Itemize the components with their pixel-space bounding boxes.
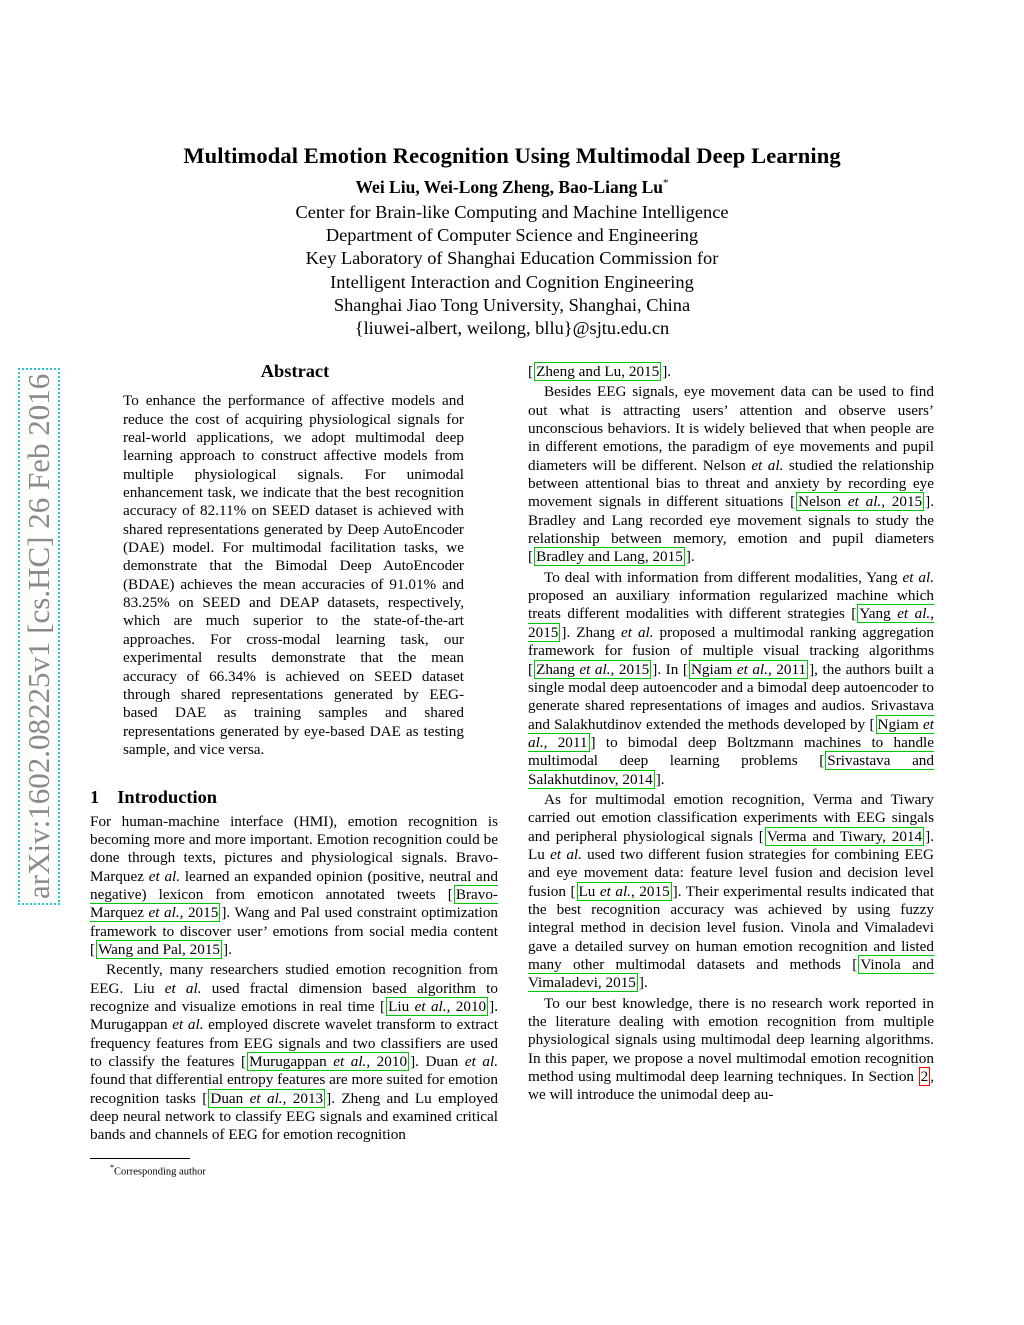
footnote-mark: * [110,1163,114,1172]
citation-link[interactable]: Yang et al., 2015 [528,605,935,641]
intro-paragraph-1: For human-machine interface (HMI), emotion recognition is becoming more and more important. Emotion recognition could be done through texts, pictures and physiological signals. Bravo-Marquez et al. learned an expanded opinion (positive, neutral and negative) lexicon from emoticon annotated tweets [ Bravo-Marquez et al., 2015 ]. Wang and Pal used constraint optimization framework to discover user’ emotions from social media content [ Wang and Pal, 2015 ]. [90,812,499,958]
citation-link[interactable]: Verma and Tiwary, 2014 [766,827,923,845]
abstract-heading: Abstract [260,361,330,381]
citation-link[interactable]: Duan et al., 2013 [210,1089,324,1107]
section-title: Introduction [117,787,218,808]
citation-link[interactable]: Nelson et al., 2015 [798,493,923,511]
arxiv-identifier-stamp[interactable]: arXiv:1602.08225v1 [cs.HC] 26 Feb 2016 [18,368,60,905]
footnote [90,1158,510,1178]
intro-paragraph-5: As for multimodal emotion recognition, Verma and Tiwary carried out emotion classification experiments with EEG singals and peripheral physiological signals [ Verma and Tiwary, 2014 ]. Lu et al. used two different fusion strategies for combining EEG and eye movement data: feature level fusion and decision level fusion [ Lu et al., 2015 ]. Their experimental results indicated that the best recognition accuracy was achieved by using fuzzy integral method in decision level fusion. Vinola and Vimaladevi gave a detailed survey on human emotion recognition and listed many other multimodal datasets and methods [ Vinola and Vimaladevi, 2015 ]. [528,790,934,992]
footnote-divider [90,1158,190,1159]
right-column [528,363,934,1105]
intro-paragraph-6: To our best knowledge, there is no research work reported in the literature dealing with emotion recognition from multiple physiological signals using multimodal deep learning algorithms. In this paper, we propose a novel multimodal emotion recognition method using multimodal deep learning techniques. In Section 2 , we will introduce the unimodal deep au- [528,994,934,1104]
abstract-text: To enhance the performance of affective models and reduce the cost of acquiring physiological signals for real-world applications, we adopt multimodal deep learning approach to construct affective models from multiple physiological signals. For unimodal enhancement task, we indicate that the best recognition accuracy of 82.11% on SEED dataset is achieved with shared representations generated by Deep AutoEncoder (DAE) model. For multimodal facilitation tasks, we demonstrate that the Bimodal Deep AutoEncoder (BDAE) achieves the mean accuracies of 91.01% and 83.25% on SEED and DEAP datasets, respectively, which are much superior to the state-of-the-art approaches. For cross-modal learning task, our experimental results demonstrate that the mean accuracy of 66.34% is achieved on SEED dataset through shared representations generated by EEG-based DAE as training samples and shared representations generated by eye-based DAE as testing sample, and vice versa. [123,392,464,758]
section-heading-introduction [90,788,498,806]
affiliation-line-4: Intelligent Interaction and Cognition Engineering [330,271,694,292]
citation-link[interactable]: Srivastava and Salakhutdinov, 2014 [528,752,934,788]
paper-title: Multimodal Emotion Recognition Using Multimodal Deep Learning [183,143,841,168]
paper-header [120,143,904,340]
author-list [120,177,904,198]
intro-paragraph-2-continued: [ Zheng and Lu, 2015 ]. [528,363,672,380]
author-names: Wei Liu, Wei-Long Zheng, Bao-Liang Lu [355,177,663,197]
citation-link[interactable]: Zhang et al., 2015 [536,660,650,678]
citation-link[interactable]: Ngiam et al., 2011 [690,660,807,678]
footnote-text [90,1163,510,1178]
corresponding-author-mark: * [662,177,669,190]
citation-link[interactable]: Vinola and Vimaladevi, 2015 [528,956,934,992]
citation-link[interactable]: Bradley and Lang, 2015 [536,548,683,566]
citation-link[interactable]: Bravo-Marquez et al., 2015 [90,885,498,922]
section-number: 1 [90,787,100,808]
intro-paragraph-2-tail: . Zheng and Lu employed deep neural network to classify EEG signals and examined critical bands and channels of EEG for emotion recognition [90,1089,498,1144]
section-reference-link[interactable]: 2 [920,1068,929,1086]
author-emails: {liuwei-albert, weilong, bllu}@sjtu.edu.cn [354,318,670,339]
citation-link[interactable]: Wang and Pal, 2015 [98,940,221,958]
left-column [90,362,498,1145]
citation-link[interactable]: Murugappan et al., 2010 [249,1053,408,1071]
citation-link[interactable]: Lu et al., 2015 [578,882,670,900]
footnote-label: Corresponding author [114,1166,206,1178]
intro-paragraph-4: To deal with information from different modalities, Yang et al. proposed an auxiliary information regularized machine which treats different modalities with different strategies [ Yang et al., 2015 ]. Zhang et al. proposed a multimodal ranking aggregation framework for fusion of multiple visual tracking algorithms [ Zhang et al., 2015 ]. In [ Ngiam et al., 2011 ], the authors built a single modal deep autoencoder and a bimodal deep autoencoder to generate shared representations of images and audios. Srivastava and Salakhutdinov extended the methods developed by [ Ngiam et al., 2011 ] to bimodal deep Boltzmann machines to handle multimodal deep learning problems [ Srivastava and Salakhutdinov, 2014 ]. [528,568,935,788]
citation-link[interactable]: Ngiam et al., 2011 [528,715,934,751]
citation-link[interactable]: Liu et al., 2010 [388,998,487,1015]
intro-paragraph-3: Besides EEG signals, eye movement data can be used to find out what is attracting users’ attention and observe users’ unconscious behaviors. It is widely believed that when people are in different emotions, the paradigm of eye movements and pupil diameters will be different. Nelson et al. studied the relationship between attentional bias to threat and anxiety by recording eye movement signals in different situations [ Nelson et al., 2015 ]. Bradley and Lang recorded eye movement signals to study the relationship between memory, emotion and pupil diameters [ Bradley and Lang, 2015 ]. [528,383,935,566]
affiliation-line-5: Shanghai Jiao Tong University, Shanghai, China [333,294,691,315]
affiliation-line-1: Center for Brain-like Computing and Machine Intelligence [295,202,729,222]
affiliation-line-3: Key Laboratory of Shanghai Education Commission for [305,248,719,269]
intro-paragraph-2: Recently, many researchers studied emotion recognition from EEG. Liu et al. used fractal dimension based algorithm to recognize and visualize emotions in real time [ Liu et al., 2010 ]. Murugappan et al. employed discrete wavelet transform to extract frequency features from EEG signals and two classifiers are used to classify the features [ Murugappan et al., 2010 ]. Duan et al. found that differential entropy features are more suited for emotion recognition tasks [ Duan et al., 2013 ]. Zheng and Lu employed deep neural network to classify EEG signals and examined critical bands and channels of EEG for emotion recognition [90,961,499,1144]
affiliation-line-2: Department of Computer Science and Engineering [325,225,699,246]
citation-link[interactable]: Zheng and Lu, 2015 [536,363,660,380]
